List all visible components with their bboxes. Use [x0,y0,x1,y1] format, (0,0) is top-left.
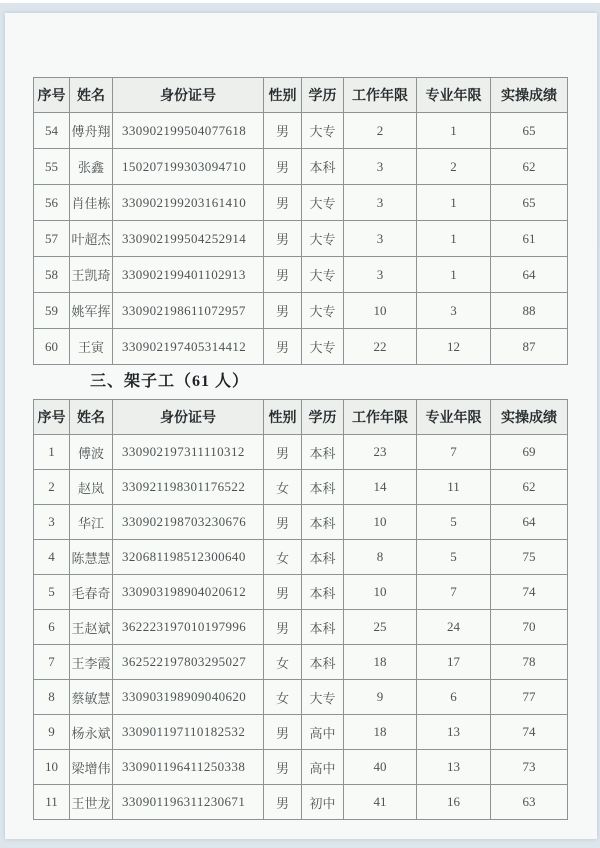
cell: 3 [344,221,417,257]
cell: 女 [264,470,302,505]
cell: 大专 [302,113,344,149]
cell: 大专 [302,257,344,293]
cell: 10 [344,505,417,540]
cell: 7 [417,575,491,610]
cell: 25 [344,610,417,645]
cell: 3 [34,505,70,540]
cell: 高中 [302,715,344,750]
cell: 王寅 [70,329,113,365]
cell: 高中 [302,750,344,785]
cell: 9 [34,715,70,750]
cell: 男 [264,149,302,185]
cell: 330903198904020612 [113,575,264,610]
column-header: 专业年限 [417,400,491,435]
cell: 男 [264,257,302,293]
cell: 17 [417,645,491,680]
cell: 62 [491,149,568,185]
cell: 55 [34,149,70,185]
cell: 陈慧慧 [70,540,113,575]
cell: 5 [417,540,491,575]
cell: 59 [34,293,70,329]
cell: 华江 [70,505,113,540]
table-row [34,435,568,470]
cell: 蔡敏慧 [70,680,113,715]
cell: 10 [34,750,70,785]
cell: 男 [264,221,302,257]
cell: 23 [344,435,417,470]
cell: 330902198611072957 [113,293,264,329]
cell: 330901197110182532 [113,715,264,750]
cell: 2 [417,149,491,185]
cell: 赵岚 [70,470,113,505]
cell: 8 [344,540,417,575]
table-row [34,610,568,645]
cell: 64 [491,257,568,293]
cell: 3 [344,185,417,221]
cell: 65 [491,113,568,149]
table-row [34,293,568,329]
cell: 8 [34,680,70,715]
cell: 1 [417,257,491,293]
cell: 男 [264,113,302,149]
cell: 330902199401102913 [113,257,264,293]
cell: 22 [344,329,417,365]
cell: 74 [491,715,568,750]
cell: 78 [491,645,568,680]
cell: 63 [491,785,568,820]
cell: 5 [34,575,70,610]
column-header: 性别 [264,400,302,435]
column-header: 姓名 [70,400,113,435]
table-row [34,680,568,715]
table-row [34,185,568,221]
cell: 男 [264,750,302,785]
cell: 本科 [302,470,344,505]
cell: 330921198301176522 [113,470,264,505]
cell: 6 [34,610,70,645]
header-row [34,78,568,113]
cell: 330901196311230671 [113,785,264,820]
cell: 2 [34,470,70,505]
cell: 男 [264,610,302,645]
column-header: 工作年限 [344,400,417,435]
column-header: 专业年限 [417,78,491,113]
cell: 本科 [302,540,344,575]
cell: 330902199203161410 [113,185,264,221]
cell: 362522197803295027 [113,645,264,680]
table-row [34,540,568,575]
cell: 王凯琦 [70,257,113,293]
cell: 88 [491,293,568,329]
cell: 18 [344,645,417,680]
cell: 男 [264,785,302,820]
cell: 本科 [302,610,344,645]
cell: 本科 [302,505,344,540]
table-row [34,575,568,610]
cell: 77 [491,680,568,715]
cell: 1 [417,113,491,149]
cell: 320681198512300640 [113,540,264,575]
cell: 11 [34,785,70,820]
cell: 男 [264,505,302,540]
document-page [5,13,597,839]
section-title: 三、架子工（61 人） [90,373,250,390]
cell: 64 [491,505,568,540]
cell: 大专 [302,221,344,257]
cell: 女 [264,645,302,680]
cell: 4 [34,540,70,575]
cell: 330903198909040620 [113,680,264,715]
worker-roster-table-upper [33,77,568,365]
cell: 62 [491,470,568,505]
cell: 69 [491,435,568,470]
cell: 男 [264,329,302,365]
column-header: 姓名 [70,78,113,113]
cell: 75 [491,540,568,575]
column-header: 序号 [34,78,70,113]
cell: 362223197010197996 [113,610,264,645]
cell: 150207199303094710 [113,149,264,185]
cell: 男 [264,185,302,221]
cell: 王世龙 [70,785,113,820]
column-header: 序号 [34,400,70,435]
cell: 本科 [302,149,344,185]
column-header: 学历 [302,400,344,435]
cell: 3 [417,293,491,329]
cell: 杨永斌 [70,715,113,750]
cell: 王赵斌 [70,610,113,645]
cell: 9 [344,680,417,715]
cell: 3 [344,257,417,293]
cell: 姚军挥 [70,293,113,329]
cell: 男 [264,715,302,750]
cell: 女 [264,680,302,715]
cell: 73 [491,750,568,785]
header-row [34,400,568,435]
cell: 傅舟翔 [70,113,113,149]
cell: 女 [264,540,302,575]
cell: 10 [344,293,417,329]
cell: 87 [491,329,568,365]
cell: 男 [264,435,302,470]
cell: 1 [417,221,491,257]
table-row [34,505,568,540]
cell: 6 [417,680,491,715]
cell: 10 [344,575,417,610]
column-header: 学历 [302,78,344,113]
cell: 本科 [302,435,344,470]
cell: 41 [344,785,417,820]
cell: 60 [34,329,70,365]
cell: 330902199504252914 [113,221,264,257]
column-header: 身份证号 [113,78,264,113]
column-header: 实操成绩 [491,78,568,113]
cell: 男 [264,575,302,610]
cell: 74 [491,575,568,610]
cell: 24 [417,610,491,645]
cell: 70 [491,610,568,645]
table-row [34,785,568,820]
cell: 本科 [302,575,344,610]
cell: 330902198703230676 [113,505,264,540]
cell: 65 [491,185,568,221]
cell: 330901196411250338 [113,750,264,785]
cell: 56 [34,185,70,221]
cell: 57 [34,221,70,257]
cell: 1 [417,185,491,221]
column-header: 身份证号 [113,400,264,435]
cell: 叶超杰 [70,221,113,257]
cell: 61 [491,221,568,257]
cell: 58 [34,257,70,293]
cell: 330902199504077618 [113,113,264,149]
cell: 5 [417,505,491,540]
cell: 13 [417,750,491,785]
table-row [34,715,568,750]
column-header: 工作年限 [344,78,417,113]
cell: 12 [417,329,491,365]
cell: 14 [344,470,417,505]
cell: 7 [34,645,70,680]
cell: 330902197405314412 [113,329,264,365]
cell: 330902197311110312 [113,435,264,470]
cell: 大专 [302,185,344,221]
cell: 大专 [302,680,344,715]
scaffolder-roster-table [33,399,568,820]
cell: 18 [344,715,417,750]
cell: 男 [264,293,302,329]
table-row [34,645,568,680]
cell: 2 [344,113,417,149]
cell: 13 [417,715,491,750]
cell: 王李霞 [70,645,113,680]
cell: 16 [417,785,491,820]
cell: 54 [34,113,70,149]
cell: 张鑫 [70,149,113,185]
table-row [34,470,568,505]
column-header: 性别 [264,78,302,113]
column-header: 实操成绩 [491,400,568,435]
cell: 3 [344,149,417,185]
cell: 40 [344,750,417,785]
cell: 大专 [302,293,344,329]
cell: 初中 [302,785,344,820]
cell: 傅波 [70,435,113,470]
table-row [34,221,568,257]
cell: 7 [417,435,491,470]
cell: 肖佳栋 [70,185,113,221]
cell: 本科 [302,645,344,680]
table-row [34,750,568,785]
cell: 大专 [302,329,344,365]
table-row [34,149,568,185]
table-row [34,329,568,365]
cell: 1 [34,435,70,470]
cell: 11 [417,470,491,505]
table-row [34,257,568,293]
table-row [34,113,568,149]
cell: 梁增伟 [70,750,113,785]
cell: 毛春奇 [70,575,113,610]
